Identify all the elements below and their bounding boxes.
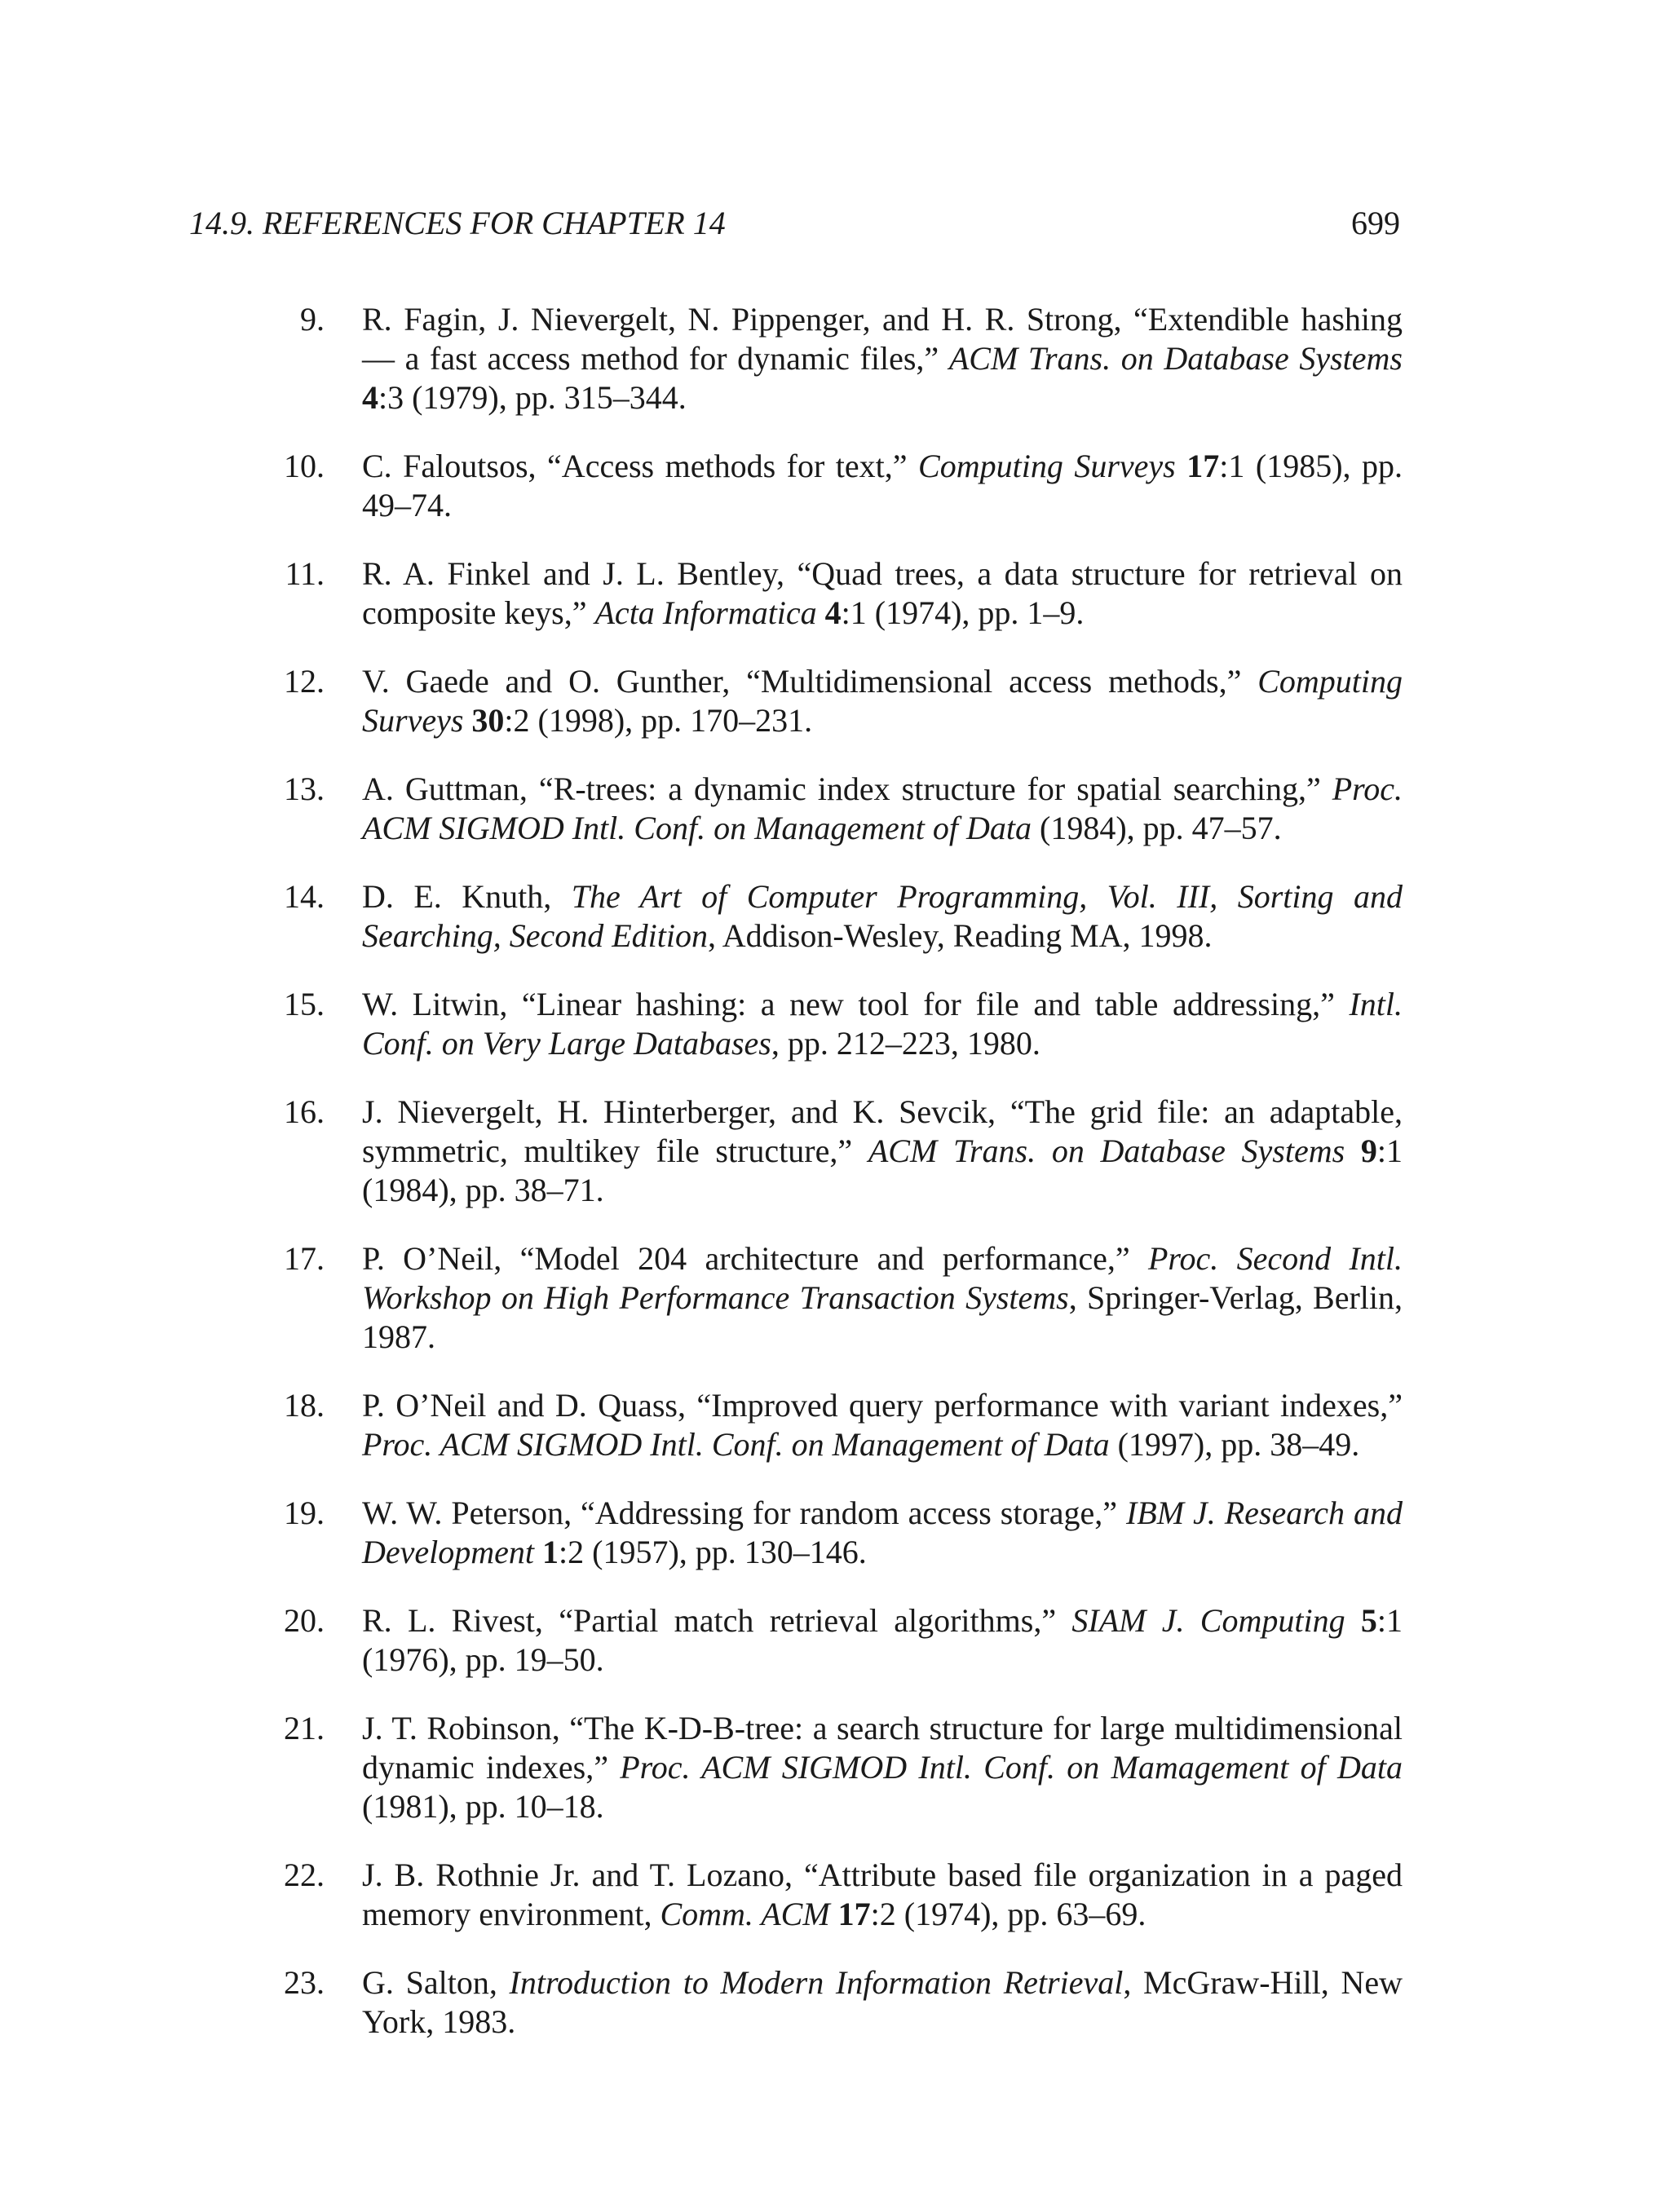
reference-number-label: 14. (284, 878, 325, 915)
reference-volume: 5 (1360, 1602, 1377, 1639)
reference-number-label: 13. (284, 770, 325, 807)
reference-text (362, 554, 1403, 633)
reference-number-label: 12. (284, 663, 325, 700)
reference-italic-segment: SIAM J. Computing (1071, 1602, 1345, 1639)
reference-entry (189, 662, 1403, 740)
reference-volume: 1 (542, 1534, 559, 1570)
reference-italic-segment: The Art of Computer Programming, Vol. III, Sorting and Searching, Second Edition (362, 878, 1403, 954)
reference-segment: A. Guttman, “R-trees: a dynamic index structure for spatial searching,” (362, 770, 1332, 807)
reference-segment (1345, 1132, 1361, 1169)
reference-segment: R. Fagin, J. Nievergelt, N. Pippenger, and H. R. Strong, “Extendible hashing — a fast access method for dynamic files,” (362, 301, 1403, 377)
reference-segment: J. T. Robinson, “The K-D-B-tree: a search structure for large multidimensional dynamic indexes,” (362, 1710, 1403, 1786)
reference-number-label: 15. (284, 986, 325, 1022)
reference-entry (189, 1963, 1403, 2042)
reference-italic-segment: Computing Surveys (918, 448, 1176, 484)
reference-list (189, 300, 1403, 2071)
reference-text (362, 1601, 1403, 1680)
reference-number-label: 19. (284, 1495, 325, 1531)
reference-segment: J. Nievergelt, H. Hinterberger, and K. Sevcik, “The grid file: an adaptable, symmetric, multikey file structure,” (362, 1093, 1403, 1169)
reference-italic-segment: Intl. Conf. on Very Large Databases (362, 986, 1403, 1062)
reference-segment: , Addison-Wesley, Reading MA, 1998. (707, 917, 1213, 954)
reference-entry (189, 447, 1403, 525)
reference-italic-segment: Acta Informatica (594, 594, 817, 631)
reference-entry (189, 1093, 1403, 1210)
reference-italic-segment: Computing Surveys (362, 663, 1403, 739)
reference-segment: :2 (1974), pp. 63–69. (870, 1896, 1146, 1932)
reference-volume: 30 (471, 702, 505, 739)
reference-text (362, 662, 1403, 740)
reference-text (362, 985, 1403, 1063)
reference-number-label: 9. (300, 301, 325, 338)
reference-entry (189, 770, 1403, 848)
reference-segment (1345, 1602, 1361, 1639)
reference-segment: J. B. Rothnie Jr. and T. Lozano, “Attribute based file organization in a paged memory environment, (362, 1857, 1403, 1932)
reference-number-label: 11. (285, 555, 325, 592)
reference-text (362, 1386, 1403, 1464)
reference-segment (534, 1534, 542, 1570)
reference-text (362, 1093, 1403, 1210)
reference-entry (189, 554, 1403, 633)
reference-segment: D. E. Knuth, (362, 878, 572, 915)
reference-segment: :1 (1974), pp. 1–9. (841, 594, 1085, 631)
reference-segment: :1 (1976), pp. 19–50. (362, 1602, 1403, 1678)
reference-number-label: 23. (284, 1964, 325, 2001)
reference-text (362, 877, 1403, 956)
reference-italic-segment: Proc. Second Intl. Workshop on High Performance Transaction Systems (362, 1240, 1403, 1316)
reference-text (362, 1494, 1403, 1572)
reference-segment: W. Litwin, “Linear hashing: a new tool for file and table addressing,” (362, 986, 1350, 1022)
reference-segment (817, 594, 825, 631)
reference-number-label: 21. (284, 1710, 325, 1746)
reference-text (362, 1709, 1403, 1826)
reference-segment: :3 (1979), pp. 315–344. (378, 379, 687, 416)
reference-entry (189, 877, 1403, 956)
reference-segment: R. A. Finkel and J. L. Bentley, “Quad trees, a data structure for retrieval on composite keys,” (362, 555, 1403, 631)
reference-segment: (1984), pp. 47–57. (1032, 810, 1282, 846)
reference-segment: :2 (1998), pp. 170–231. (504, 702, 813, 739)
reference-number-label: 22. (284, 1857, 325, 1893)
reference-text (362, 770, 1403, 848)
reference-volume: 4 (824, 594, 842, 631)
reference-volume: 17 (1186, 448, 1220, 484)
page-number: 699 (1351, 205, 1400, 241)
reference-entry (189, 1239, 1403, 1357)
reference-segment: V. Gaede and O. Gunther, “Multidimensional access methods,” (362, 663, 1258, 700)
reference-entry (189, 1856, 1403, 1934)
reference-entry (189, 300, 1403, 417)
reference-number-label: 18. (284, 1387, 325, 1424)
section-title: 14.9. REFERENCES FOR CHAPTER 14 (189, 205, 726, 241)
reference-segment: , Springer-Verlag, Berlin, 1987. (362, 1279, 1403, 1355)
reference-segment: R. L. Rivest, “Partial match retrieval algorithms,” (362, 1602, 1072, 1639)
reference-volume: 9 (1360, 1132, 1377, 1169)
reference-entry (189, 985, 1403, 1063)
reference-number-label: 10. (284, 448, 325, 484)
reference-segment (830, 1896, 838, 1932)
reference-italic-segment: Introduction to Modern Information Retrieval (509, 1964, 1124, 2001)
reference-number-label: 20. (284, 1602, 325, 1639)
reference-segment: G. Salton, (362, 1964, 510, 2001)
reference-text (362, 300, 1403, 417)
reference-segment: :1 (1984), pp. 38–71. (362, 1132, 1403, 1208)
reference-segment: W. W. Peterson, “Addressing for random access storage,” (362, 1495, 1126, 1531)
reference-italic-segment: IBM J. Research and Development (362, 1495, 1403, 1570)
reference-number-label: 17. (284, 1240, 325, 1277)
reference-italic-segment: Proc. ACM SIGMOD Intl. Conf. on Mamagement of Data (620, 1749, 1403, 1786)
reference-volume: 17 (837, 1896, 871, 1932)
reference-segment: P. O’Neil, “Model 204 architecture and performance,” (362, 1240, 1148, 1277)
reference-segment: P. O’Neil and D. Quass, “Improved query performance with variant indexes,” (362, 1387, 1403, 1424)
reference-segment: :1 (1985), pp. 49–74. (362, 448, 1403, 523)
reference-number-label: 16. (284, 1093, 325, 1130)
reference-italic-segment: ACM Trans. on Database Systems (868, 1132, 1345, 1169)
reference-entry (189, 1494, 1403, 1572)
reference-entry (189, 1601, 1403, 1680)
reference-italic-segment: Proc. ACM SIGMOD Intl. Conf. on Management of Data (362, 770, 1403, 846)
reference-entry (189, 1386, 1403, 1464)
reference-segment: , McGraw-Hill, New York, 1983. (362, 1964, 1403, 2040)
reference-entry (189, 1709, 1403, 1826)
reference-segment: (1981), pp. 10–18. (362, 1788, 604, 1825)
reference-text (362, 447, 1403, 525)
reference-italic-segment: Comm. ACM (660, 1896, 830, 1932)
reference-segment (463, 702, 471, 739)
reference-italic-segment: Proc. ACM SIGMOD Intl. Conf. on Management of Data (362, 1426, 1110, 1463)
reference-italic-segment: ACM Trans. on Database Systems (948, 340, 1403, 377)
reference-segment: , pp. 212–223, 1980. (771, 1025, 1040, 1062)
reference-text (362, 1963, 1403, 2042)
reference-segment: :2 (1957), pp. 130–146. (559, 1534, 867, 1570)
reference-text (362, 1856, 1403, 1934)
reference-text (362, 1239, 1403, 1357)
reference-segment: C. Faloutsos, “Access methods for text,” (362, 448, 919, 484)
running-head (189, 204, 1400, 242)
reference-volume: 4 (362, 379, 378, 416)
reference-segment (1176, 448, 1187, 484)
reference-segment: (1997), pp. 38–49. (1109, 1426, 1360, 1463)
